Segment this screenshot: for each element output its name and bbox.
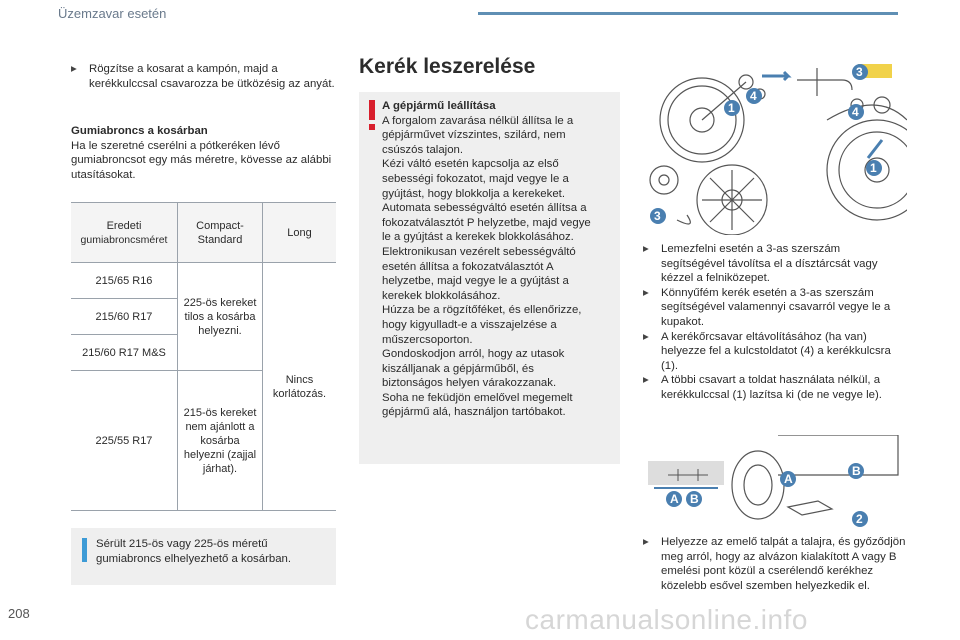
triangle-bullet-icon: ▸ [643, 286, 649, 299]
callout-3: 3 [654, 209, 661, 223]
warning-line: A forgalom zavarása nélkül állítsa le a [382, 114, 574, 127]
warning-line: gépjárművet vízszintes, szilárd, nem [382, 129, 566, 142]
table-cell-size: 215/60 R17 [71, 299, 178, 335]
warning-line: sebességi fokozatot, majd vegye le a [382, 172, 569, 185]
triangle-bullet-icon: ▸ [71, 63, 77, 75]
col-header-long: Long [263, 203, 337, 263]
callout-A: A [670, 492, 679, 506]
col-header-compact: Compact-Standard [178, 203, 263, 263]
warning-line: Elektronikusan vezérelt sebességváltó [382, 245, 576, 258]
exclamation-dot [369, 124, 375, 130]
callout-A2: A [784, 472, 793, 486]
wheel-removal-illustration [642, 60, 907, 235]
callout-1: 1 [728, 101, 735, 115]
watermark: carmanualsonline.info [525, 604, 808, 635]
wheel-steps-list [643, 242, 907, 403]
header-rule [478, 12, 898, 15]
warning-line: hogy kigyulladt-e a visszajelzése a [382, 318, 557, 331]
warning-text [382, 99, 614, 420]
warning-line: műszercsoporton. [382, 333, 473, 346]
table-cell-long: Nincs korlátozás. [263, 263, 337, 511]
warning-line: Soha ne feküdjön emelővel megemelt [382, 391, 573, 404]
warning-line: kerekek blokkolásához. [382, 289, 501, 302]
table-cell-size: 215/60 R17 M&S [71, 335, 178, 371]
list-item: ▸ Lemezfelni esetén a 3-as szerszám segítségével távolítsa el a dísztárcsát vagy kézzel a felniközepet. [643, 243, 878, 285]
section-intro: Ha le szeretné cserélni a pótkeréken lévő gumiabroncsot egy más méretre, kövesse az alábbi utasításokat. [71, 139, 332, 181]
callout-B2: B [852, 464, 861, 478]
jack-placement-illustration [648, 435, 906, 527]
callout-4: 4 [750, 89, 757, 103]
callout-3b: 3 [856, 65, 863, 79]
warning-line: Gondoskodjon arról, hogy az utasok [382, 348, 565, 361]
table-cell-size: 225/55 R17 [71, 371, 178, 511]
warning-lines [382, 114, 614, 420]
info-note-text: Sérült 215-ös vagy 225-ös méretű gumiabroncs elhelyezhető a kosárban. [96, 538, 292, 565]
callout-2: 2 [856, 512, 863, 526]
warning-line: csúszós talajon. [382, 143, 464, 156]
warning-line: Automata sebességváltó esetén állítsa a [382, 202, 587, 215]
bullet-fasten-basket: ▸ Rögzítse a kosarat a kampón, majd a kerékkulccsal csavarozza be ütközésig az anyát. [71, 63, 335, 90]
table-cell-size: 215/65 R16 [71, 263, 178, 299]
warning-line: helyzetbe, majd vegye le a gyújtást a [382, 275, 569, 288]
warning-line: le a gyújtást a kerekek blokkolásához. [382, 231, 574, 244]
warning-line: esetén állítsa a fokozatválasztót A [382, 260, 554, 273]
callout-B: B [690, 492, 699, 506]
warning-line: Húzza be a rögzítőféket, és ellenőrizze, [382, 304, 582, 317]
list-item: ▸ A többi csavart a toldat használata nélkül, a kerékkulccsal (1) lazítsa ki (de ne vegye le). [643, 374, 882, 401]
info-icon [82, 538, 87, 562]
warning-line: Kézi váltó esetén kapcsolja az első [382, 158, 559, 171]
section-header: Üzemzavar esetén [58, 6, 167, 21]
basket-section [71, 124, 336, 182]
table-cell-compact-b: 215-ös kereket nem ajánlott a kosárba helyezni (zajjal járhat). [178, 371, 263, 511]
exclamation-icon [369, 100, 375, 120]
page-title: Kerék leszerelése [359, 55, 536, 78]
triangle-bullet-icon: ▸ [643, 374, 649, 387]
callout-4b: 4 [852, 105, 859, 119]
list-item: ▸ Könnyűfém kerék esetén a 3-as szerszám segítségével valamennyi csavarról vegye le a kupakot. [643, 286, 891, 328]
table-cell-compact-a: 225-ös kereket tilos a kosárba helyezni. [178, 263, 263, 371]
list-item: ▸ A kerékőrcsavar eltávolításához (ha van) helyezze fel a kulcstoldatot (4) a kerékkulcsra (1). [643, 330, 891, 372]
col-header-original: Eredeti gumiabroncsméret [71, 203, 178, 263]
warning-title: A gépjármű leállítása [382, 100, 496, 112]
triangle-bullet-icon: ▸ [643, 330, 649, 343]
jack-step: ▸ Helyezze az emelő talpát a talajra, és győződjön meg arról, hogy az alvázon kialakított A vagy B emelési pont közül a cserélendő kerékhez közelebb esővel szemben helyezkedik el. [643, 536, 906, 592]
triangle-bullet-icon: ▸ [643, 536, 649, 548]
warning-line: fokozatválasztót P helyzetbe, majd vegye [382, 216, 591, 229]
warning-line: biztonságos helyen várakozzanak. [382, 377, 557, 390]
warning-line: kiszálljanak a gépjárműből, és [382, 362, 534, 375]
tyre-size-table [71, 202, 336, 511]
section-heading: Gumiabroncs a kosárban [71, 125, 208, 137]
page-number: 208 [8, 606, 30, 621]
triangle-bullet-icon: ▸ [643, 243, 649, 255]
callout-1b: 1 [870, 161, 877, 175]
warning-line: gépjármű alá, használjon tartóbakot. [382, 406, 566, 419]
warning-line: gyújtást, hogy blokkolja a kerekeket. [382, 187, 565, 200]
